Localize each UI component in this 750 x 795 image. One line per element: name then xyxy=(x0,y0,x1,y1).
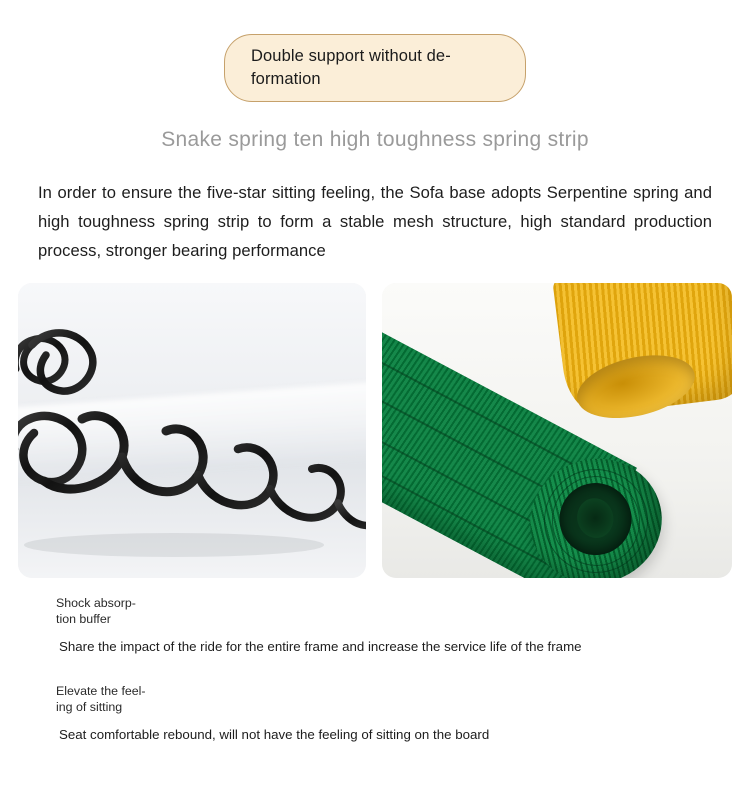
webbing-roll-photo xyxy=(382,283,732,578)
serpentine-spring-photo xyxy=(18,283,366,578)
feature-title: Shock absorp-tion buffer xyxy=(56,596,136,626)
headline-badge-text: Double support without de-formation xyxy=(251,47,451,88)
feature-body: Seat comfortable rebound, will not have the feeling of sitting on the board xyxy=(59,727,490,742)
feature-block-shock-absorption xyxy=(56,595,750,657)
headline-badge xyxy=(224,34,526,102)
feature-title: Elevate the feel-ing of sitting xyxy=(56,684,146,714)
lead-paragraph: In order to ensure the five-star sitting feeling, the Sofa base adopts Serpentine spring and high toughness spring strip to form a stable mesh structure, high standard production process, stronger bearing performance xyxy=(38,183,712,260)
feature-body: Share the impact of the ride for the entire frame and increase the service life of the frame xyxy=(59,639,582,654)
section-subtitle: Snake spring ten high toughness spring strip xyxy=(161,128,589,151)
badge-row xyxy=(0,0,750,102)
image-row xyxy=(18,283,732,578)
yellow-webbing-roll xyxy=(552,283,732,418)
feature-block-sitting-feel xyxy=(56,683,750,745)
serpentine-spring-graphic xyxy=(18,299,366,578)
